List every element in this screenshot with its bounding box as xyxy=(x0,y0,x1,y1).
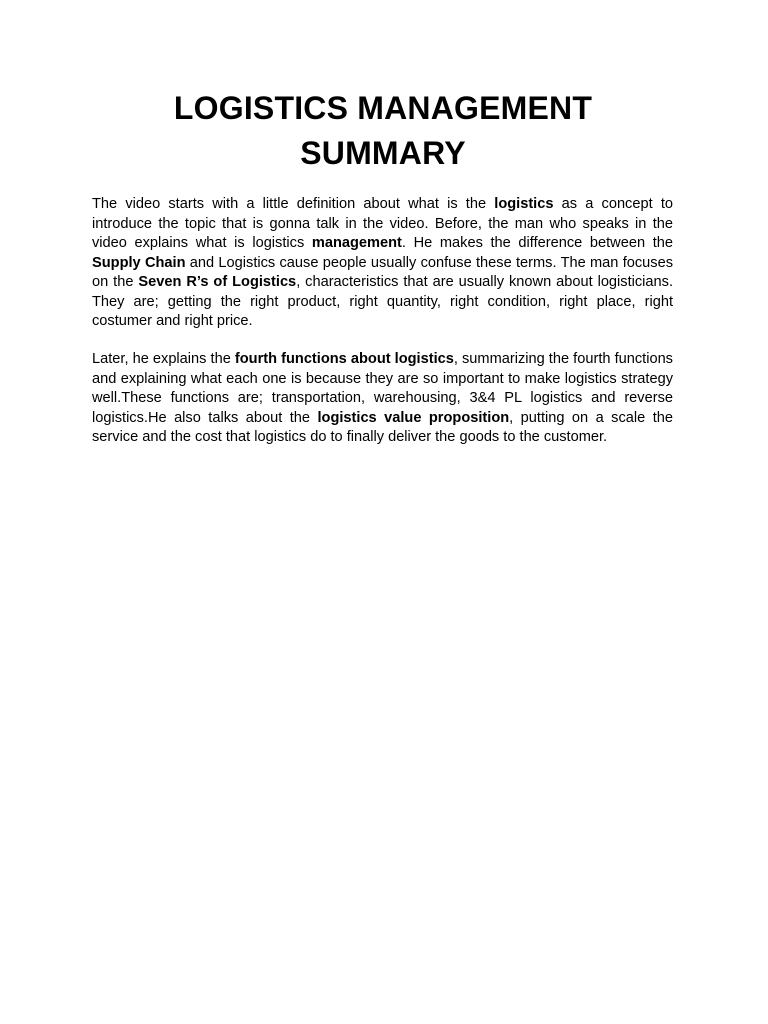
bold-term-fourth-functions: fourth functions about logistics xyxy=(234,351,454,367)
bold-term-value-proposition: logistics value proposition xyxy=(317,409,510,426)
paragraph-1-run: and Logistics cause people usually confuse these terms. The man focuses on the xyxy=(92,254,673,290)
bold-term-management: management xyxy=(311,235,402,251)
paragraph-1-run: The video starts with a little definition about what is the xyxy=(92,196,495,212)
paragraph-1-run: , characteristics that are usually known about logisticians. They are; getting the right product, right quantity, right condition, right place, right costumer and right price. xyxy=(92,274,674,329)
page-title xyxy=(92,86,674,176)
paragraph-2-run: Later, he explains the xyxy=(92,351,235,367)
bold-term-supply-chain: Supply Chain xyxy=(92,254,186,271)
bold-term-logistics: logistics xyxy=(494,196,554,212)
paragraph-1 xyxy=(92,195,673,332)
title-line-1: LOGISTICS MANAGEMENT xyxy=(173,90,593,126)
bold-term-seven-rs: Seven R’s of Logistics xyxy=(138,274,297,290)
paragraph-2-run: , putting on a scale the service and the cost that logistics do to finally deliver the goods to the customer. xyxy=(92,409,673,445)
paragraph-2-run: , summarizing the fourth functions and explaining what each one is because they are so important to make logistics strategy well.These functions are; transportation, warehousing, 3&4 PL logistics and reverse logistics.He also talks about the xyxy=(92,351,673,426)
paragraph-1-run: as a concept to introduce the topic that is gonna talk in the video. Before, the man who speaks in the video explains what is logistics xyxy=(92,196,673,251)
title-line-2: SUMMARY xyxy=(300,135,466,171)
paragraph-1-run: . He makes the difference between the xyxy=(401,235,673,251)
paragraph-2 xyxy=(92,350,673,448)
